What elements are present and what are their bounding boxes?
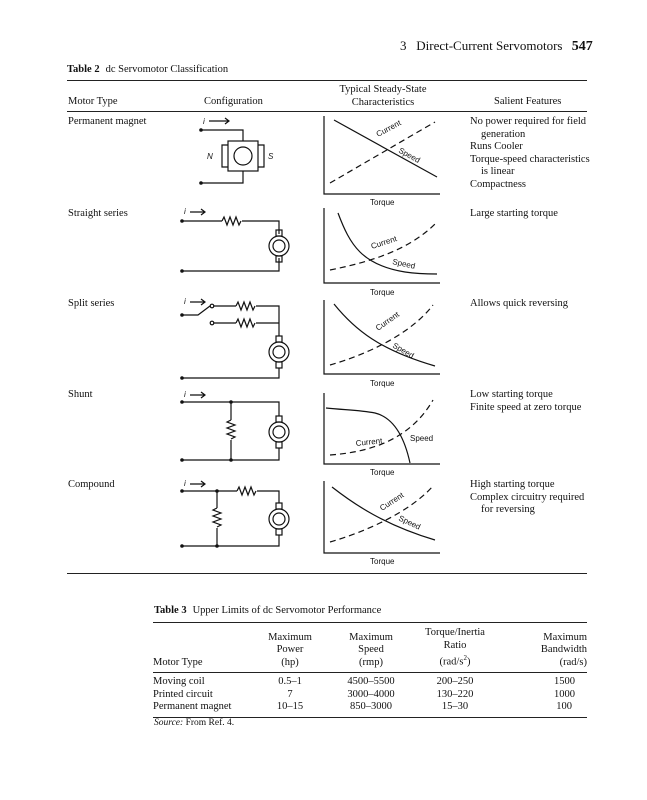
- table3: [153, 627, 587, 718]
- t2-header-config: Configuration: [204, 96, 263, 107]
- current-label: Current: [374, 118, 403, 139]
- feature-line: High starting torque: [470, 479, 555, 490]
- feature-line: Runs Cooler: [470, 141, 523, 152]
- table2-label: Table 2: [67, 64, 100, 75]
- t3-header-power: [249, 627, 331, 669]
- t3-header-ratio-sup: 2: [463, 654, 467, 662]
- config-permanent-magnet: [199, 117, 274, 185]
- t3-cell-type: Permanent magnet: [153, 701, 232, 712]
- t3-header-bw-1: Maximum: [543, 631, 587, 643]
- t3-cell-power: 7: [287, 688, 293, 700]
- current-i-label: i: [184, 390, 186, 399]
- current-label: Current: [373, 309, 402, 333]
- table3-source-note: [154, 718, 234, 728]
- torque-label: Torque: [370, 557, 395, 566]
- t3-cell-type: Printed circuit: [153, 688, 213, 700]
- t3-cell-ratio: 200–250: [436, 676, 474, 687]
- t3-header-ratio-unit: (rad/s: [439, 656, 464, 668]
- table3-header-row: [153, 627, 587, 669]
- feature-line: is linear: [481, 166, 515, 177]
- speed-label: Speed: [397, 513, 422, 532]
- feature-line: Allows quick reversing: [470, 298, 568, 309]
- t3-header-ratio-close: ): [466, 656, 471, 668]
- t2-header-type: Motor Type: [68, 96, 118, 107]
- torque-label: Torque: [370, 468, 395, 477]
- t3-cell-speed: 4500–5500: [347, 676, 395, 687]
- t3-cell-speed: 3000–4000: [347, 688, 395, 700]
- feature-line: Large starting torque: [470, 208, 558, 219]
- table2-bottom-rule: [67, 573, 587, 574]
- row-type-shunt: Shunt: [68, 389, 93, 400]
- torque-label: Torque: [370, 288, 395, 297]
- torque-label: Torque: [370, 379, 395, 388]
- current-i-label: i: [203, 117, 205, 126]
- t3-cell-type: Moving coil: [153, 676, 205, 687]
- feature-line: Finite speed at zero torque: [470, 401, 582, 413]
- t3-cell-ratio: 130–220: [436, 688, 474, 700]
- t3-header-power-2: Power: [276, 644, 304, 655]
- t3-header-power-1: Maximum: [268, 631, 312, 643]
- t3-header-ratio-1: Torque/Inertia: [425, 627, 485, 638]
- current-label: Current: [378, 490, 406, 513]
- t2-header-char-line1: Typical Steady-State: [339, 84, 427, 95]
- t3-header-ratio: [411, 627, 499, 669]
- table-row: [153, 673, 587, 689]
- table3-caption: [154, 605, 381, 616]
- north-pole-label: N: [207, 152, 213, 161]
- source-text: From Ref. 4.: [185, 718, 235, 728]
- table3-top-rule: [153, 622, 587, 623]
- t3-header-speed-1: Maximum: [349, 631, 393, 643]
- table3-title: Upper Limits of dc Servomotor Performance: [192, 605, 382, 616]
- t3-cell-power: 0.5–1: [278, 676, 302, 687]
- current-label: Current: [355, 436, 383, 448]
- config-straight-series: [180, 207, 289, 273]
- current-label: Current: [369, 234, 398, 251]
- feature-line: No power required for field: [470, 116, 587, 127]
- feature-line: Complex circuitry required: [470, 491, 585, 503]
- t3-cell-bw: 1000: [554, 688, 575, 700]
- t2-header-char-line2: Characteristics: [351, 96, 415, 108]
- current-i-label: i: [184, 207, 186, 216]
- t3-header-speed: [331, 627, 411, 669]
- graph-shunt: [324, 393, 440, 477]
- row-type-compound: Compound: [68, 479, 115, 490]
- feature-line: Low starting torque: [470, 389, 553, 400]
- row-type-permanent-magnet: Permanent magnet: [68, 116, 147, 127]
- current-i-label: i: [184, 479, 186, 488]
- t3-header-power-3: (hp): [281, 656, 299, 668]
- t3-header-speed-3: (rmp): [359, 656, 383, 668]
- page-number: 547: [571, 39, 593, 54]
- chapter-number: 3: [400, 38, 407, 53]
- t3-header-speed-2: Speed: [358, 644, 384, 655]
- t3-header-type: Motor Type: [153, 656, 203, 668]
- torque-label: Torque: [370, 198, 395, 207]
- speed-label: Speed: [410, 434, 434, 443]
- t3-cell-ratio: 15–30: [441, 701, 469, 712]
- graph-split-series: [324, 300, 440, 388]
- table-row: [153, 701, 587, 714]
- graph-compound: [324, 481, 440, 566]
- t3-cell-speed: 850–3000: [350, 701, 392, 712]
- graph-permanent-magnet: [324, 116, 440, 207]
- t2-header-features: Salient Features: [494, 96, 562, 107]
- config-split-series: [180, 297, 289, 380]
- feature-line: generation: [481, 128, 526, 140]
- current-i-label: i: [184, 297, 186, 306]
- table2-title: dc Servomotor Classification: [105, 64, 229, 75]
- chapter-title: Direct-Current Servomotors: [416, 38, 563, 53]
- row-type-straight-series: Straight series: [68, 208, 128, 219]
- graph-straight-series: [324, 208, 440, 297]
- t3-cell-power: 10–15: [276, 701, 304, 712]
- speed-label: Speed: [391, 257, 417, 271]
- feature-line: Compactness: [470, 178, 526, 190]
- south-pole-label: S: [268, 152, 274, 161]
- table-row: [153, 689, 587, 702]
- t3-cell-bw: 1500: [554, 676, 575, 687]
- speed-label: Speed: [397, 145, 422, 165]
- t3-header-bw-3: (rad/s): [559, 656, 587, 668]
- t3-header-ratio-2: Ratio: [443, 639, 467, 651]
- t3-header-bandwidth: [499, 627, 587, 669]
- t3-header-ratio-3: [411, 652, 499, 669]
- feature-line: for reversing: [481, 504, 535, 515]
- feature-line: Torque-speed characteristics: [470, 153, 590, 165]
- t3-cell-bw: 100: [556, 701, 572, 712]
- config-compound: [180, 479, 289, 548]
- source-label: Source:: [154, 718, 184, 728]
- row-type-split-series: Split series: [68, 298, 115, 309]
- config-shunt: [180, 390, 289, 462]
- speed-label: Speed: [391, 340, 416, 361]
- table3-label: Table 3: [154, 605, 187, 616]
- t3-header-bw-2: Bandwidth: [540, 644, 587, 655]
